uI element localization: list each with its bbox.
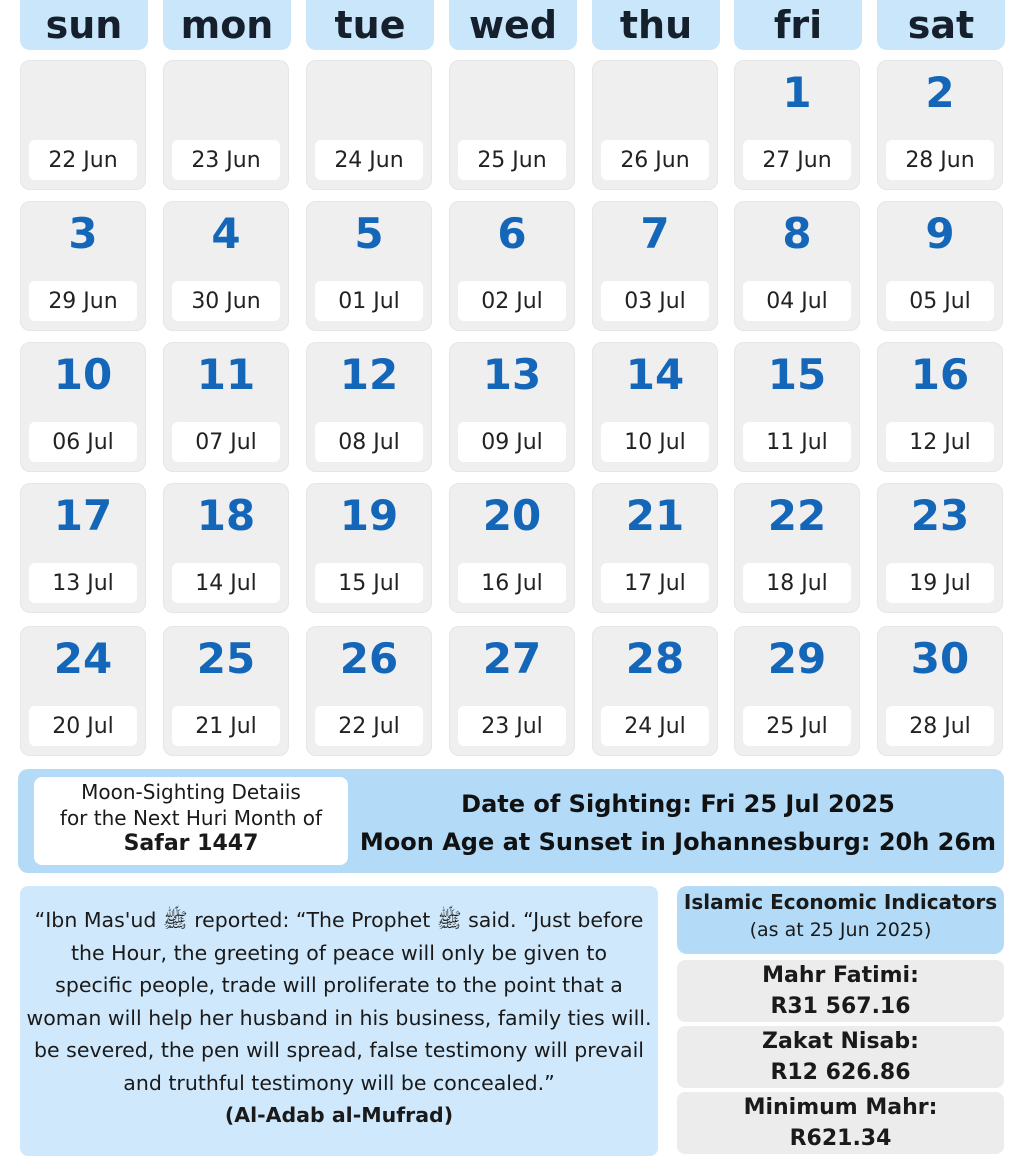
hijri-day-number: 20 — [482, 491, 542, 540]
indicator-label: Mahr Fatimi: — [762, 963, 919, 988]
gregorian-date: 11 Jul — [743, 422, 851, 462]
hijri-day-number: 29 — [767, 634, 827, 683]
gregorian-date: 25 Jul — [743, 706, 851, 746]
hadith-line: woman will help her husband in his business, family ties will. — [26, 1005, 652, 1030]
moon-sighting-info — [358, 785, 998, 861]
hijri-day-number: 22 — [767, 491, 827, 540]
gregorian-date: 23 Jun — [172, 140, 280, 180]
hijri-day-number: 8 — [782, 209, 812, 258]
hijri-day-number: 12 — [339, 350, 399, 399]
calendar-day-cell — [306, 483, 432, 613]
hijri-day-number: 7 — [640, 209, 670, 258]
gregorian-date: 27 Jun — [743, 140, 851, 180]
moon-sighting-panel — [18, 769, 1004, 873]
calendar-day-cell — [592, 626, 718, 756]
indicator-mahr-fatimi — [677, 960, 1004, 1022]
gregorian-date: 08 Jul — [315, 422, 423, 462]
indicator-label: Minimum Mahr: — [743, 1095, 938, 1120]
calendar-day-cell — [592, 60, 718, 190]
gregorian-date: 29 Jun — [29, 281, 137, 321]
calendar-day-cell — [734, 60, 860, 190]
gregorian-date: 28 Jun — [886, 140, 994, 180]
weekday-mon: mon — [163, 0, 291, 50]
hijri-day-number: 10 — [53, 350, 113, 399]
gregorian-date: 19 Jul — [886, 563, 994, 603]
gregorian-date: 23 Jul — [458, 706, 566, 746]
hijri-day-number: 19 — [339, 491, 399, 540]
economic-indicators-title: Islamic Economic Indicators — [683, 890, 998, 914]
weekday-header-row — [0, 0, 1024, 52]
hijri-day-number: 21 — [625, 491, 685, 540]
hijri-day-number: 26 — [339, 634, 399, 683]
calendar-day-cell — [449, 626, 575, 756]
gregorian-date: 14 Jul — [172, 563, 280, 603]
calendar-day-cell — [877, 483, 1003, 613]
gregorian-date: 09 Jul — [458, 422, 566, 462]
hijri-day-number: 2 — [925, 68, 955, 117]
gregorian-date: 25 Jun — [458, 140, 566, 180]
gregorian-date: 06 Jul — [29, 422, 137, 462]
calendar-day-cell — [449, 60, 575, 190]
gregorian-date: 24 Jul — [601, 706, 709, 746]
hijri-day-number: 17 — [53, 491, 113, 540]
gregorian-date: 01 Jul — [315, 281, 423, 321]
economic-indicators-date: (as at 25 Jun 2025) — [749, 919, 932, 941]
gregorian-date: 03 Jul — [601, 281, 709, 321]
hijri-day-number: 11 — [196, 350, 256, 399]
moon-label-line1: Moon-Sighting Detaiis — [81, 780, 301, 804]
gregorian-date: 15 Jul — [315, 563, 423, 603]
hijri-day-number: 24 — [53, 634, 113, 683]
gregorian-date: 30 Jun — [172, 281, 280, 321]
hijri-day-number: 15 — [767, 350, 827, 399]
moon-sighting-label — [34, 777, 348, 865]
indicator-zakat-nisab — [677, 1026, 1004, 1088]
hijri-day-number: 25 — [196, 634, 256, 683]
calendar-day-cell — [734, 626, 860, 756]
hijri-day-number: 27 — [482, 634, 542, 683]
calendar-day-cell — [163, 201, 289, 331]
indicator-value: R31 567.16 — [770, 994, 911, 1019]
hijri-day-number: 9 — [925, 209, 955, 258]
moon-label-line2: for the Next Huri Month of — [59, 806, 323, 830]
calendar-day-cell — [306, 626, 432, 756]
economic-indicators-header — [677, 886, 1004, 954]
gregorian-date: 16 Jul — [458, 563, 566, 603]
weekday-sun: sun — [20, 0, 148, 50]
hadith-line: the Hour, the greeting of peace will only be given to — [71, 940, 607, 965]
hadith-line: specific people, trade will proliferate to the point that a — [55, 973, 623, 997]
weekday-sat: sat — [877, 0, 1005, 50]
gregorian-date: 28 Jul — [886, 706, 994, 746]
calendar-day-cell — [877, 60, 1003, 190]
gregorian-date: 20 Jul — [29, 706, 137, 746]
calendar-day-cell — [734, 342, 860, 472]
weekday-tue: tue — [306, 0, 434, 50]
gregorian-date: 22 Jun — [29, 140, 137, 180]
calendar-day-cell — [20, 626, 146, 756]
calendar-day-cell — [877, 626, 1003, 756]
indicator-label: Zakat Nisab: — [762, 1029, 919, 1054]
hijri-day-number: 14 — [625, 350, 685, 399]
calendar-day-cell — [20, 483, 146, 613]
gregorian-date: 02 Jul — [458, 281, 566, 321]
calendar-day-cell — [163, 483, 289, 613]
gregorian-date: 26 Jun — [601, 140, 709, 180]
calendar-day-cell — [449, 483, 575, 613]
hadith-line: be severed, the pen will spread, false testimony will prevail — [34, 1038, 644, 1062]
calendar-day-cell — [592, 201, 718, 331]
calendar-day-cell — [20, 60, 146, 190]
hadith-line: “Ibn Mas'ud ﷺ reported: “The Prophet ﷺ said. “Just before — [34, 908, 644, 932]
hijri-day-number: 5 — [354, 209, 384, 258]
calendar-day-cell — [734, 483, 860, 613]
calendar-day-cell — [163, 342, 289, 472]
gregorian-date: 18 Jul — [743, 563, 851, 603]
gregorian-date: 10 Jul — [601, 422, 709, 462]
calendar-day-cell — [592, 483, 718, 613]
gregorian-date: 22 Jul — [315, 706, 423, 746]
calendar-day-cell — [306, 60, 432, 190]
hijri-day-number: 16 — [910, 350, 970, 399]
calendar-day-cell — [306, 201, 432, 331]
hijri-day-number: 13 — [482, 350, 542, 399]
hadith-panel — [20, 886, 658, 1156]
calendar-day-cell — [449, 201, 575, 331]
calendar-day-cell — [592, 342, 718, 472]
hadith-line: and truthful testimony will be concealed.” — [123, 1070, 555, 1095]
weekday-thu: thu — [592, 0, 720, 50]
hijri-day-number: 6 — [497, 209, 527, 258]
gregorian-date: 07 Jul — [172, 422, 280, 462]
calendar-day-cell — [877, 342, 1003, 472]
calendar-day-cell — [877, 201, 1003, 331]
hijri-day-number: 30 — [910, 634, 970, 683]
next-hijri-month: Safar 1447 — [123, 831, 259, 856]
hijri-day-number: 18 — [196, 491, 256, 540]
hijri-day-number: 23 — [910, 491, 970, 540]
calendar-day-cell — [163, 60, 289, 190]
gregorian-date: 05 Jul — [886, 281, 994, 321]
hijri-day-number: 3 — [68, 209, 98, 258]
gregorian-date: 21 Jul — [172, 706, 280, 746]
calendar-day-cell — [163, 626, 289, 756]
hijri-day-number: 1 — [782, 68, 812, 117]
calendar-day-cell — [20, 342, 146, 472]
gregorian-date: 12 Jul — [886, 422, 994, 462]
gregorian-date: 04 Jul — [743, 281, 851, 321]
sighting-date: Date of Sighting: Fri 25 Jul 2025 — [461, 790, 895, 818]
calendar-day-cell — [20, 201, 146, 331]
calendar-day-cell — [306, 342, 432, 472]
gregorian-date: 17 Jul — [601, 563, 709, 603]
indicator-value: R12 626.86 — [770, 1060, 911, 1085]
weekday-wed: wed — [449, 0, 577, 50]
indicator-minimum-mahr — [677, 1092, 1004, 1154]
calendar-day-cell — [734, 201, 860, 331]
gregorian-date: 13 Jul — [29, 563, 137, 603]
hijri-day-number: 4 — [211, 209, 241, 258]
hadith-source: (Al-Adab al-Mufrad) — [224, 1103, 454, 1127]
indicator-value: R621.34 — [789, 1126, 892, 1151]
moon-age: Moon Age at Sunset in Johannesburg: 20h 26m — [359, 828, 997, 856]
gregorian-date: 24 Jun — [315, 140, 423, 180]
hijri-day-number: 28 — [625, 634, 685, 683]
calendar-day-cell — [449, 342, 575, 472]
weekday-fri: fri — [734, 0, 862, 50]
